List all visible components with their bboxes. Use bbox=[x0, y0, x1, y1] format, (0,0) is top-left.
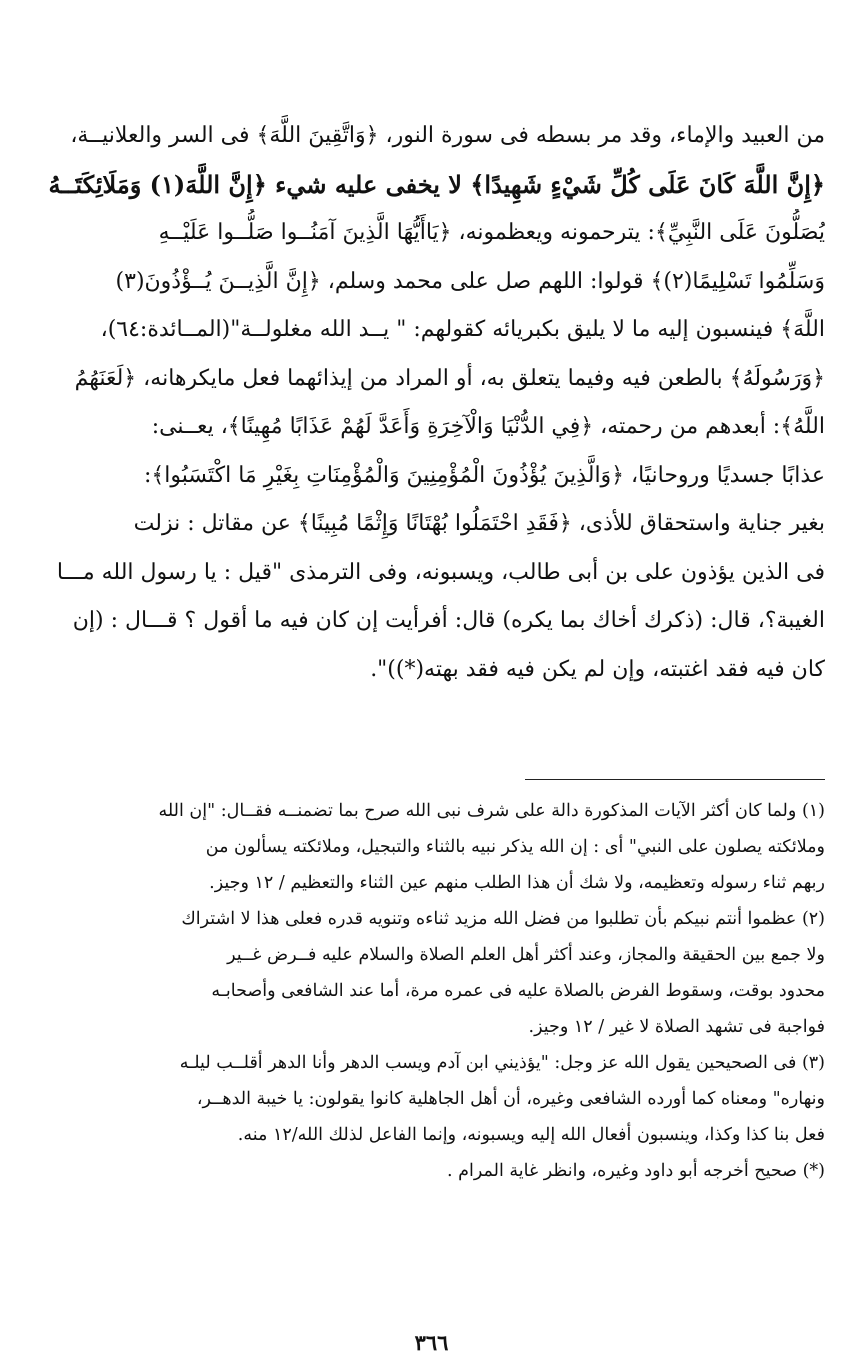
text-line: الغيبة؟، قال: (ذكرك أخاك بما يكره) قال: أفرأيت إن كان فيه ما أقول ؟ قـــال : (إن bbox=[72, 608, 825, 633]
text-line: من العبيد والإماء، وقد مر بسطه فى سورة النور، ﴿وَاتَّقِينَ اللَّهَ﴾ فى السر والعلانيــة، bbox=[70, 123, 825, 148]
footnote-text: فى الصحيحين يقول الله عز وجل: "يؤذيني ابن آدم ويسب الدهر وأنا الدهر أقلــب ليلـه bbox=[179, 1053, 797, 1073]
main-text bbox=[38, 112, 825, 694]
footnote-marker: (١) bbox=[801, 801, 825, 821]
footnote-divider bbox=[525, 779, 825, 780]
footnote-marker: (٣) bbox=[801, 1053, 825, 1073]
text-line: عذابًا جسديًا وروحانيًا، ﴿وَالَّذِينَ يُؤْذُونَ الْمُؤْمِنِينَ وَالْمُؤْمِنَاتِ بِغَيْرِ مَا اكْتَسَبُوا﴾: bbox=[143, 462, 825, 488]
footnote-line: محدود بوقت، وسقوط الفرض بالصلاة عليه فى عمره مرة، أما عند الشافعى وأصحابـه bbox=[211, 981, 825, 1001]
footnote-line: فعل بنا كذا وكذا، وينسبون أفعال الله إليه ويسبونه، وإنما الفاعل لذلك الله/١٢ منه. bbox=[237, 1125, 825, 1145]
footnote-line bbox=[38, 901, 825, 937]
footnote-line bbox=[38, 1153, 825, 1189]
footnote bbox=[38, 793, 825, 901]
text-line: ﴿إِنَّ اللَّهَ كَانَ عَلَى كُلِّ شَيْءٍ شَهِيدًا﴾ لا يخفى عليه شيء ﴿إِنَّ اللَّهَ(١) وَمَلَائِكَتَــهُ bbox=[48, 169, 825, 199]
footnote-line bbox=[38, 1045, 825, 1081]
footnote-line: ونهاره" ومعناه كما أورده الشافعى وغيره، أن أهل الجاهلية كانوا يقولون: يا خيبة الدهــر، bbox=[196, 1089, 825, 1109]
book-page bbox=[38, 0, 825, 1359]
footnote bbox=[38, 1153, 825, 1189]
footnote-line: ربهم ثناء رسوله وتعظيمه، ولا شك أن هذا الطلب منهم عين الثناء والتعظيم / ١٢ وجيز. bbox=[209, 873, 825, 893]
text-line: ﴿وَرَسُولَهُ﴾ بالطعن فيه وفيما يتعلق به، أو المراد من إيذائهما فعل مايكرهانه، ﴿لَعَنَهُمُ bbox=[74, 365, 825, 391]
footnote-text: صحيح أخرجه أبو داود وغيره، وانظر غاية المرام . bbox=[447, 1161, 798, 1181]
footnotes bbox=[38, 793, 825, 1189]
footnote bbox=[38, 1045, 825, 1153]
footnote-line bbox=[38, 793, 825, 829]
footnote-text: ولما كان أكثر الآيات المذكورة دالة على شرف نبى الله صرح بما تضمنــه فقــال: "إن الله bbox=[158, 801, 797, 821]
text-line: اللَّهَ﴾ فينسبون إليه ما لا يليق بكبريائه كقولهم: " يــد الله مغلولــة"(المــائدة:٦٤)، bbox=[100, 317, 825, 342]
text-line: كان فيه فقد اغتبته، وإن لم يكن فيه فقد بهته(*))". bbox=[370, 656, 825, 682]
footnote bbox=[38, 901, 825, 1045]
footnote-text: عظموا أنتم نبيكم بأن تطلبوا من فضل الله مزيد ثناءه وتنويه قدره فعلى هذا لا اشتراك bbox=[181, 909, 797, 929]
footnote-marker: (٢) bbox=[801, 909, 825, 929]
footnote-line: فواجبة فى تشهد الصلاة لا غير / ١٢ وجيز. bbox=[528, 1017, 825, 1037]
text-line: يُصَلُّونَ عَلَى النَّبِيِّ﴾: يترحمونه ويعظمونه، ﴿يَاأَيُّهَا الَّذِينَ آمَنُــوا صَلُّــوا عَلَيْــهِ bbox=[158, 220, 825, 245]
page-number: ٣٦٦ bbox=[414, 1330, 449, 1355]
footnote-marker: (*) bbox=[802, 1161, 825, 1181]
text-line: وَسَلِّمُوا تَسْلِيمًا(٢)﴾ قولوا: اللهم صل على محمد وسلم، ﴿إِنَّ الَّذِيــنَ يُــؤْذُونَ(٣) bbox=[115, 268, 825, 294]
text-line: بغير جناية واستحقاق للأذى، ﴿فَقَدِ احْتَمَلُوا بُهْتَانًا وَإِثْمًا مُبِينًا﴾ عن مقاتل : نزلت bbox=[133, 511, 825, 536]
footnote-line: ولا جمع بين الحقيقة والمجاز، وعند أكثر أهل العلم الصلاة والسلام عليه فــرض غــير bbox=[227, 945, 825, 965]
text-line: اللَّهُ﴾: أبعدهم من رحمته، ﴿فِي الدُّنْيَا وَالْآخِرَةِ وَأَعَدَّ لَهُمْ عَذَابًا مُهِينًا﴾، يعــنى: bbox=[151, 414, 825, 439]
footnote-line: وملائكته يصلون على النبي" أى : إن الله يذكر نبيه بالثناء والتبجيل، وملائكته يسألون من bbox=[205, 837, 825, 857]
text-line: فى الذين يؤذون على بن أبى طالب، ويسبونه، وفى الترمذى "قيل : يا رسول الله مـــا bbox=[56, 559, 825, 585]
